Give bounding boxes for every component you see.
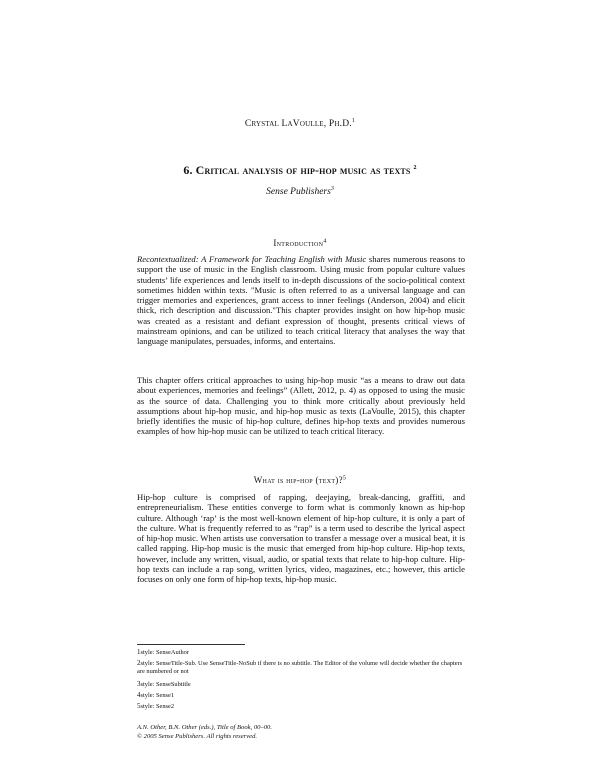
footnote-text: style: Sense1	[140, 692, 175, 699]
footnote-divider	[137, 644, 245, 645]
paragraph-chapter-overview: This chapter offers critical approaches to using hip-hop music “as a means to draw out data about experiences, memories and feelings” (Allett, 2012, p. 4) as opposed to using the music as the source of data. Challenging you to think more critically about previously held assumptions about hip-hop music, and hip-hop music as texts (LaVoulle, 2015), this chapter briefly identifies the music of hip-hop culture, defines hip-hop texts and provides numerous examples of how hip-hop music can be utilized to teach critical literacy.	[137, 375, 465, 437]
page-footer	[137, 724, 272, 741]
footnote-number: 1	[137, 648, 141, 656]
section-footnote-ref[interactable]: 5	[342, 475, 347, 482]
section-heading-introduction	[0, 238, 600, 248]
footnote-3	[137, 680, 465, 689]
author-footnote-ref[interactable]: 1	[351, 118, 356, 124]
footnote-number: 5	[137, 702, 141, 710]
section-footnote-ref[interactable]: 4	[323, 238, 327, 245]
subtitle-text: Sense Publishers	[266, 187, 331, 198]
footnote-text: style: SenseAuthor	[140, 649, 189, 656]
footnote-5	[137, 702, 465, 711]
chapter-title	[0, 163, 600, 178]
footnote-number: 2	[137, 659, 141, 667]
paragraph-hip-hop-culture: Hip-hop culture is comprised of rapping, deejaying, break-dancing, graffiti, and entrepreneurialism. These entities converge to form what is commonly known as hip-hop culture. Although ‘rap’ is the most well-known element of hip-hop culture, it is only a part of the culture. What is frequently referred to as “rap” is a term used to describe the lyrical aspect of hip-hop music. When artists use conversation to transfer a message over a musical beat, it is called rapping. Hip-hop music is the music that emerged from hip-hop culture. Hip-hop texts, however, include any written, visual, audio, or spatial texts that relate to hip-hop culture. Hip-hop texts can include a rap song, written lyrics, video, magazines, etc.; however, this article focuses on only one form of hip-hop texts, hip-hop music.	[137, 492, 465, 585]
section-heading-what-is-hip-hop	[0, 475, 600, 485]
footnote-text: style: SenseTitle-Sub. Use SenseTitle-NoSub if there is no subtitle. The Editor of the volume will decide whether the chapters are numbered or not	[137, 660, 463, 675]
footer-copyright: © 2005 Sense Publishers. All rights reserved.	[137, 732, 258, 740]
subtitle-footnote-ref[interactable]: 3	[330, 186, 334, 192]
footnote-number: 3	[137, 680, 141, 688]
paragraph-text: shares numerous reasons to support the use of music in the English classroom. Using music from popular culture values students’ life experiences and lends itself to in-depth discussions of the socio-political context sometimes hidden within texts. "Music is often referred to as a universal language and can trigger memories and experiences, grant access to inner feelings (Anderson, 2004) and elicit thick, rich description and discussion."This chapter provides insight on how hip-hop music was created as a resistant and defiant expression of thought, presents critical views of mainstream opinions, and can be utilized to teach critical literacy that analyses the way that language manipulates, persuades, informs, and entertains.	[137, 254, 465, 347]
book-title: Recontextualized: A Framework for Teaching English with Music	[137, 254, 367, 264]
author-text: Crystal LaVoulle, Ph.D.	[244, 119, 352, 130]
footnote-4	[137, 691, 465, 700]
section-heading-text: What is hip-hop (text)?	[253, 475, 343, 485]
footer-citation: A.N. Other, B.N. Other (eds.), Title of Book, 00–00.	[137, 724, 272, 731]
footnote-text: style: SenseSubtitle	[140, 681, 191, 688]
chapter-subtitle	[0, 186, 600, 197]
footnote-2	[137, 659, 465, 676]
title-footnote-ref[interactable]: 2	[413, 165, 417, 171]
footnote-number: 4	[137, 691, 141, 699]
chapter-title-text: 6. Critical analysis of hip-hop music as texts	[183, 163, 411, 177]
section-heading-text: Introduction	[273, 238, 324, 248]
footnote-1	[137, 648, 465, 657]
author-name	[0, 118, 600, 129]
paragraph-introduction	[137, 254, 465, 347]
footnote-text: style: Sense2	[140, 703, 175, 710]
